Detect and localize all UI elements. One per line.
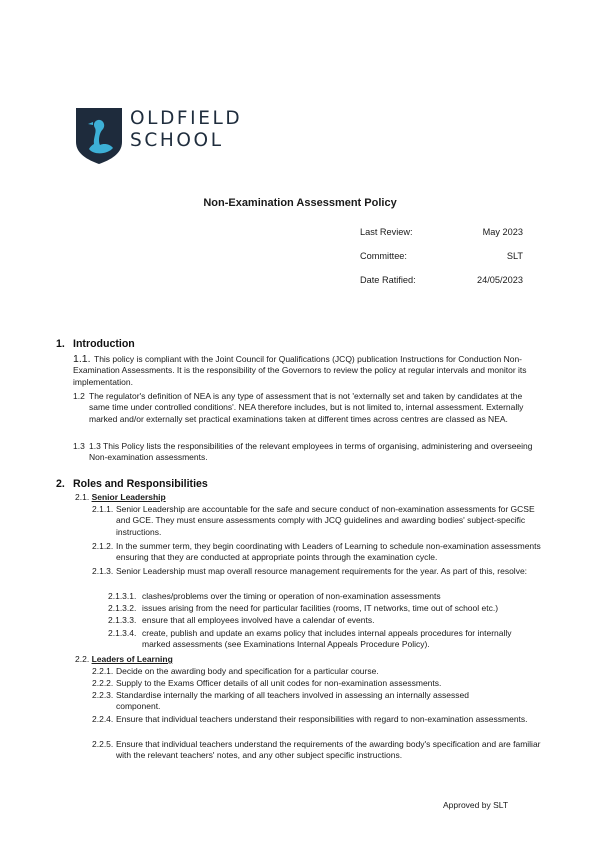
paragraph-2-1-3-4: 2.1.3.4. create, publish and update an exams policy that includes internal appeals procedures for internally marked assessments (see Examinations Internal Appeals Procedure Policy).: [108, 628, 512, 650]
meta-label: Date Ratified:: [360, 275, 416, 285]
paragraph-2-1-3-2: 2.1.3.2. issues arising from the need for particular facilities (rooms, IT networks, time out of school etc.): [108, 603, 499, 613]
meta-value: 24/05/2023: [477, 275, 523, 285]
meta-label: Last Review:: [360, 227, 413, 237]
subheading-senior-leadership: 2.1. Senior Leadership: [75, 492, 166, 502]
logo-text-line1: OLDFIELD: [130, 108, 243, 129]
paragraph-2-2-2: 2.2.2. Supply to the Exams Officer details of all unit codes for non-examination assessments.: [92, 678, 442, 688]
subheading-leaders-of-learning: 2.2. Leaders of Learning: [75, 654, 173, 664]
meta-row-last-review: [360, 226, 523, 250]
paragraph-2-2-1: 2.2.1. Decide on the awarding body and specification for a particular course.: [92, 666, 379, 676]
paragraph-2-1-3: 2.1.3. Senior Leadership must map overall resource management requirements for the year. As part of this, resolve:: [92, 566, 528, 576]
paragraph-1-1: 1.1. This policy is compliant with the Joint Council for Qualifications (JCQ) publication Instructions for Conduction Non-Examination Assessments. It is the responsibility of the Governors to review the policy at regular intervals and monitor its implementation.: [73, 353, 527, 387]
document-title: Non-Examination Assessment Policy: [203, 197, 397, 209]
meta-value: May 2023: [482, 227, 523, 237]
meta-label: Committee:: [360, 251, 407, 261]
section-heading-roles: 2. Roles and Responsibilities: [56, 478, 208, 490]
logo-text-line2: SCHOOL: [130, 130, 224, 151]
approval-note: Approved by SLT: [443, 800, 509, 810]
paragraph-2-2-3: 2.2.3. Standardise internally the marking of all teachers involved in assessing an internally assessed component.: [92, 690, 469, 712]
paragraph-2-1-1: 2.1.1. Senior Leadership are accountable for the safe and secure conduct of non-examination assessments for GCSE and GCE. They must ensure assessments comply with JCQ guidelines and awarding bodies' subject-specific instructions.: [92, 504, 535, 537]
paragraph-1-3: 1.3 1.3 This Policy lists the responsibilities of the relevant employees in terms of organising, administering and overseeing Non-examination assessments.: [73, 441, 533, 463]
school-logo: [76, 108, 242, 164]
paragraph-1-2: 1.2 The regulator's definition of NEA is any type of assessment that is not 'externally set and taken by candidates at the same time under controlled conditions'. NEA therefore includes, but is not limited to, internal assessment. Externally marked and/or externally set practical examinations taken at different times across centres are classed as NEA.: [73, 391, 524, 424]
paragraph-2-2-4: 2.2.4. Ensure that individual teachers understand their responsibilities with regard to non-examination assessments.: [92, 714, 528, 724]
section-heading-introduction: 1. Introduction: [56, 338, 135, 350]
swan-shield-icon: [76, 108, 122, 164]
review-metadata: [360, 226, 523, 298]
paragraph-2-1-2: 2.1.2. In the summer term, they begin coordinating with Leaders of Learning to schedule non-examination assessments ensuring that they are conducted at appropriate points through the examination cycle.: [92, 541, 541, 563]
paragraph-2-2-5: 2.2.5. Ensure that individual teachers understand the requirements of the awarding body's specification and are familiar with the relevant teachers' notes, and any other subject specific instructions.: [92, 739, 541, 761]
meta-row-committee: [360, 250, 523, 274]
paragraph-2-1-3-1: 2.1.3.1. clashes/problems over the timing or operation of non-examination assessments: [108, 591, 441, 601]
meta-row-date-ratified: [360, 274, 523, 298]
paragraph-2-1-3-3: 2.1.3.3. ensure that all employees involved have a calendar of events.: [108, 615, 375, 625]
meta-value: SLT: [506, 251, 523, 261]
